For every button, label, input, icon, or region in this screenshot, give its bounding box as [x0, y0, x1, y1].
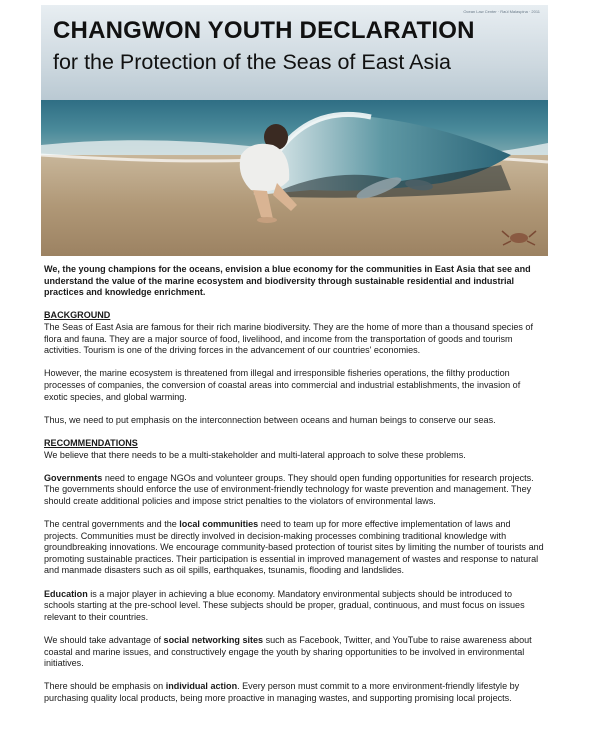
governments-paragraph: [44, 473, 544, 508]
education-text: is a major player in achieving a blue economy. Mandatory environmental subjects should be introduced to schools starting at the pre-school level. These subjects should be proper, gradual, continuous, and must focus on issues relevant to their countries.: [44, 588, 525, 622]
social-networking-lead: We should take advantage of: [44, 635, 164, 645]
individual-action-lead: There should be emphasis on: [44, 681, 166, 692]
local-communities-text: need to team up for more effective implementation of laws and projects. Communities must be directly involved in decision-making processes combining traditional knowledge with groundbreaking innovations. We encourage community-based protection of tourist sites by limiting the number of tourists and promoting sustainable practices. Their participation is essential in improved management of wastes and response to natural and manmade disasters such as oil spills, earthquakes, tsunamis, flooding and landslides.: [44, 519, 544, 576]
governments-text: need to engage NGOs and volunteer groups. They should open funding opportunities for research projects. The governments should enforce the use of environment-friendly technology for waste prevention and management. They should create additional policies and impose strict penalties to the violators of environmental laws.: [44, 472, 534, 506]
recommendations-heading: RECOMMENDATIONS: [44, 437, 138, 448]
page-title: CHANGWON YOUTH DECLARATION: [53, 17, 475, 44]
background-heading: BACKGROUND: [44, 310, 111, 321]
governments-keyword: Governments: [44, 472, 103, 483]
page-subtitle: for the Protection of the Seas of East Asia: [53, 50, 451, 74]
recommendations-paragraph-1: We believe that there needs to be a multi-stakeholder and multi-lateral approach to solve these problems.: [44, 449, 466, 460]
individual-action-text: . Every person must commit to a more environment-friendly lifestyle by purchasing quality local products, being more proactive in managing wastes, and supporting promising local projects.: [44, 681, 520, 703]
intro-statement: We, the young champions for the oceans, envision a blue economy for the communities in East Asia that see and understand the value of the marine ecosystem and biodiversity through sustainable residential and industrial practices and knowledge enrichment.: [44, 264, 531, 298]
individual-action-paragraph: [44, 681, 544, 704]
background-paragraph-2: However, the marine ecosystem is threatened from illegal and irresponsible fisheries operations, the filthy production processes of companies, the conversion of coastal areas into commercial and industrial establishments, the invasion of exotic species, and global warming.: [44, 368, 521, 402]
local-communities-keyword: local communities: [179, 519, 259, 530]
background-paragraph-1: The Seas of East Asia are famous for their rich marine biodiversity. They are the home of more than a thousand species of flora and fauna. They are a major source of food, livelihood, and income from the transportation of goods and tourism activities. Tourism is one of the driving forces in the advancement of our countries' economies.: [44, 321, 533, 356]
education-paragraph: [44, 589, 544, 624]
hero-banner: [41, 5, 548, 256]
local-communities-lead: The central governments and the: [44, 519, 180, 530]
individual-action-keyword: individual action: [165, 681, 238, 692]
social-networking-keyword: social networking sites: [163, 635, 264, 645]
local-communities-paragraph: [44, 519, 544, 577]
education-keyword: Education: [44, 588, 88, 599]
social-networking-paragraph: [44, 635, 544, 670]
background-paragraph-3: Thus, we need to put emphasis on the interconnection between oceans and human beings to conserve our seas.: [44, 414, 496, 425]
social-networking-text: such as Facebook, Twitter, and YouTube to raise awareness about coastal and marine issues, and constructively engage the youth by sharing opportunities to be involved in environmental initiatives.: [44, 635, 532, 669]
declaration-body: [44, 264, 544, 705]
photo-credit: Ocean Law Center · Raúl Malaspina · 2011: [463, 9, 540, 14]
